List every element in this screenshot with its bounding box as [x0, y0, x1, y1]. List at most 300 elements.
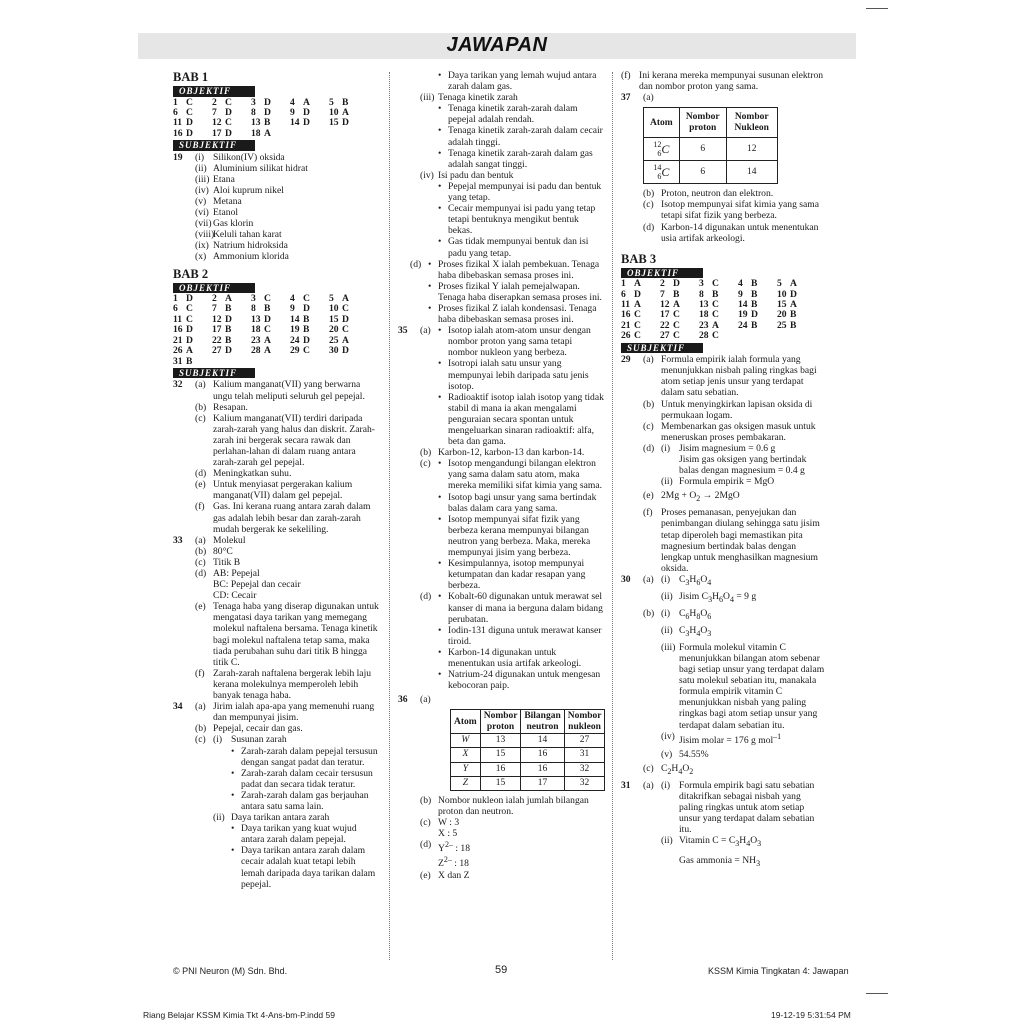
bullet: • Proses fizikal Z ialah kondensasi. Tenaga haba dibebaskan semasa proses ini.: [428, 303, 604, 325]
isotope-symbol: [653, 140, 669, 158]
question-number: 3: [699, 278, 704, 290]
table-row: [451, 776, 605, 790]
question-number: [777, 331, 790, 341]
question-number: 13: [251, 313, 261, 325]
question-number: 15: [329, 117, 339, 129]
question-number: 16: [173, 324, 183, 336]
bullet: • Zarah-zarah dalam gas berjauhan antara satu sama lain.: [231, 790, 380, 812]
table-header: Nombor proton: [679, 108, 726, 138]
question-number: 9: [290, 303, 295, 315]
answer-letter: A: [264, 345, 271, 357]
table-row: [644, 138, 778, 161]
atomic-number: 6: [657, 172, 662, 182]
part-label: (d): [410, 258, 422, 270]
question-number: 22: [212, 334, 222, 346]
bullet: • Isotop bagi unsur yang sama bertindak balas dalam cara yang sama.: [438, 492, 604, 514]
q36-e: [420, 870, 604, 881]
question-number: 10: [329, 303, 339, 315]
question-number: [329, 357, 342, 367]
element: C: [679, 624, 686, 636]
question-31: [621, 780, 827, 869]
subscript: 6: [707, 611, 712, 621]
bullet: • Isotropi ialah satu unsur yang mempunyai lebih daripada satu jenis isotop.: [438, 358, 604, 391]
q33-e: [195, 601, 380, 668]
question-number: 33: [173, 534, 183, 546]
question-29: [621, 354, 827, 574]
answer-text: Jisim gas oksigen yang bertindak balas dengan magnesium = 0.4 g: [679, 454, 807, 477]
part-label: (vi): [195, 207, 209, 219]
q30-b-v: [661, 749, 827, 760]
part-label: (ix): [195, 240, 209, 252]
part-label: (d): [643, 442, 655, 454]
q30-a-ii: [661, 591, 827, 605]
charge: 2–: [444, 840, 453, 850]
question-number: 29: [621, 354, 631, 366]
part-label: (i): [213, 734, 223, 746]
part-label: (b): [195, 401, 207, 413]
answer-text: Jisim magnesium = 0.6 g: [679, 442, 776, 454]
q35-c: [420, 458, 604, 591]
part-label: (i): [661, 780, 671, 791]
title-banner: [138, 33, 856, 59]
question-number: 8: [251, 303, 256, 315]
q30-a-i: [661, 574, 827, 588]
q19-item: [195, 152, 380, 163]
question-number: 22: [660, 319, 670, 331]
table-cell: 15: [480, 748, 521, 762]
answer-letter: B: [186, 355, 193, 367]
question-number: 4: [290, 96, 295, 108]
q35-a: [420, 325, 604, 447]
question-number: 28: [699, 330, 709, 342]
question-number: 23: [251, 334, 261, 346]
answer-letter: B: [225, 303, 232, 315]
table-cell: 6: [679, 138, 726, 161]
answer-letter: C: [186, 303, 193, 315]
page-title: JAWAPAN: [446, 34, 548, 56]
mass-number: 12: [653, 140, 662, 150]
table-cell: 32: [564, 776, 605, 790]
answer-letter: D: [303, 334, 310, 346]
question-number: 17: [660, 309, 670, 321]
table-header: Atom: [644, 108, 680, 138]
answer-letter: C: [712, 278, 719, 290]
answer-letter: A: [342, 334, 349, 346]
q19-item: [195, 240, 380, 251]
q19-item: [195, 196, 380, 207]
question-number: 25: [777, 319, 787, 331]
bullet: • Gas tidak mempunyai bentuk dan isi padu yang tetap.: [438, 236, 604, 258]
part-label: (a): [420, 325, 431, 337]
question-number: 30: [621, 573, 631, 585]
table-header: Nombor nukleon: [564, 710, 605, 734]
question-number: 29: [290, 345, 300, 357]
part-label: (v): [661, 748, 673, 760]
bullet: • Proses fizikal X ialah pembekuan. Tenaga haba dibebaskan semasa proses ini.: [428, 259, 604, 281]
answer-text: AB: Pepejal: [213, 568, 260, 579]
answer-letter: B: [751, 319, 758, 331]
answer-letter: A: [342, 293, 349, 305]
subscript: 3: [708, 594, 713, 604]
question-number: [251, 357, 264, 367]
answer-letter: C: [634, 330, 641, 342]
table-header: Bilangan neutron: [521, 710, 564, 734]
symbol: Z: [438, 858, 444, 870]
part-label: (f): [643, 507, 653, 519]
answer-letter: C: [225, 96, 232, 108]
subscript: 3: [735, 839, 740, 849]
q19-item: [195, 163, 380, 174]
question-number: [290, 129, 303, 139]
answer-letter: C: [186, 106, 193, 118]
question-number: 24: [738, 319, 748, 331]
part-label: (x): [195, 251, 207, 263]
part-label: (a): [643, 354, 654, 366]
part-label: (iv): [195, 184, 209, 196]
question-number: 2: [660, 278, 665, 290]
bullet: • Pepejal mempunyai isi padu dan bentuk yang tetap.: [438, 181, 604, 203]
table-cell: 16: [521, 762, 564, 776]
atom-symbol: Y: [451, 762, 481, 776]
q32-e: [195, 479, 380, 501]
element: H: [739, 835, 747, 847]
bab2-subjektif-label: SUBJEKTIF: [173, 368, 255, 379]
indd-timestamp: 19-12-19 5:31:54 PM: [771, 1010, 851, 1020]
question-number: 18: [251, 324, 261, 336]
page-number: 59: [495, 964, 508, 976]
answer-text: Ini kerana mereka mempunyai susunan elektron dan nombor proton yang sama.: [639, 70, 824, 93]
element: C: [679, 573, 686, 585]
symbol: Y: [438, 843, 445, 855]
question-number: 19: [290, 324, 300, 336]
answer-letter: C: [303, 293, 310, 305]
question-number: 13: [699, 299, 709, 311]
q19-item: [195, 185, 380, 196]
q34-c: [195, 734, 380, 889]
subscript: 6: [696, 577, 701, 587]
answer-letter: [303, 129, 329, 139]
question-number: 2: [212, 293, 217, 305]
footer-copyright: © PNI Neuron (M) Sdn. Bhd.: [173, 966, 288, 976]
q33-b: [195, 546, 380, 557]
q29-d-i: [661, 443, 827, 476]
bullet: • Daya tarikan yang lemah wujud antara zarah dalam gas.: [438, 70, 604, 92]
subscript: 4: [707, 577, 712, 587]
part-label: (f): [195, 667, 205, 679]
column-3: [621, 70, 827, 869]
bullet: • Tenaga kinetik zarah-zarah dalam cecair adalah tinggi.: [438, 125, 604, 147]
crop-mark: [866, 993, 888, 994]
q19-item: [195, 207, 380, 218]
part-label: (ii): [661, 476, 673, 488]
q30-b-ii: [661, 625, 827, 639]
answer-letter: D: [186, 334, 193, 346]
subscript: 4: [678, 766, 683, 776]
table-cell: 31: [564, 748, 605, 762]
answer-letter: [342, 357, 368, 367]
element: O: [700, 624, 708, 636]
bab1-heading: BAB 1: [173, 70, 209, 84]
bullet: • Kesimpulannya, isotop mempunyai ketumpatan dan kadar resapan yang berbeza.: [438, 558, 604, 591]
answer-text: Formula molekul vitamin C menunjukkan bilangan atom sebenar bagi setiap unsur yang terdapat dalam satu molekul sebatian itu, manakala formula empirik vitamin C menunjukkan nisbah yang paling ringkas bagi atom setiap unsur yang terdapat dalam sebatian itu.: [679, 641, 825, 731]
answer-text: Ammonium klorida: [213, 251, 289, 263]
isotope-notation: [644, 161, 680, 184]
q37-table: [643, 107, 778, 184]
answer-letter: A: [634, 278, 641, 290]
question-number: 5: [777, 278, 782, 290]
answer-text: Proses pemanasan, penyejukan dan penimbangan diulang sehingga satu jisim tetap diperoleh bagi memastikan pita magnesium bertindak balas dengan lengkap untuk menghasilkan magnesium oksida.: [661, 507, 820, 574]
subscript: 8: [696, 611, 701, 621]
q30-b-iii: [661, 642, 827, 731]
question-number: [290, 357, 303, 367]
table-cell: 6: [679, 161, 726, 184]
part-label: (e): [195, 601, 206, 613]
atom-symbol: Z: [451, 776, 481, 790]
column-2: [398, 70, 604, 881]
answer-letter: C: [264, 324, 271, 336]
question-number: 37: [621, 92, 631, 104]
table-cell: 16: [521, 748, 564, 762]
equation: [661, 490, 740, 504]
part-label: (a): [195, 534, 206, 546]
q34-d: [410, 259, 604, 326]
question-number: 15: [777, 299, 787, 311]
q37-c: [643, 199, 827, 221]
question-number: 8: [251, 106, 256, 118]
question-number: 20: [777, 309, 787, 321]
bullet: • Isotop ialah atom-atom unsur dengan nombor proton yang sama tetapi nombor nukleon yang berbeza.: [438, 325, 604, 358]
part-label: (iii): [195, 173, 210, 185]
question-number: 5: [329, 293, 334, 305]
answer-letter: D: [225, 127, 232, 139]
table-row: [644, 161, 778, 184]
table-header-row: [451, 710, 605, 734]
subscript: 4: [696, 628, 701, 638]
question-number: 14: [290, 117, 300, 129]
part-label: (d): [195, 468, 207, 480]
bab3-objektif-table: [621, 279, 816, 341]
element: O: [700, 607, 708, 619]
q19-item: [195, 218, 380, 229]
answer-letter: B: [225, 334, 232, 346]
answer-text: Zarah-zarah naftalena bergerak lebih laju kerana molekulnya memperoleh lebih banyak tenaga haba.: [213, 667, 372, 702]
answer-text: X dan Z: [438, 869, 470, 881]
q32-d: [195, 468, 380, 479]
bullet: • Daya tarikan yang kuat wujud antara zarah dalam pepejal.: [231, 823, 380, 845]
question-number: 7: [212, 303, 217, 315]
answer-letter: A: [186, 345, 193, 357]
answer-text: CD: Cecair: [213, 590, 257, 602]
bab3-subjektif-label: SUBJEKTIF: [621, 343, 703, 354]
part-label: (a): [195, 701, 206, 713]
question-number: 15: [329, 313, 339, 325]
column-1: [173, 70, 380, 890]
part-label: (c): [643, 199, 654, 211]
answer-text: Gas ammonia = NH: [679, 855, 757, 867]
question-number: 10: [777, 288, 787, 300]
part-label: (a): [195, 379, 206, 391]
question-number: 28: [251, 345, 261, 357]
part-label: (c): [195, 412, 206, 424]
part-label: (iii): [661, 641, 676, 653]
element: H: [712, 590, 719, 602]
objektif-row: [621, 331, 816, 341]
question-number: 8: [699, 288, 704, 300]
answer-letter: D: [186, 293, 193, 305]
q34-d-wrap: [398, 259, 604, 326]
answer-letter: [751, 331, 777, 341]
answer-letter: B: [225, 324, 232, 336]
part-label: (a): [643, 573, 654, 585]
isotope-notation: [644, 138, 680, 161]
bab3-objektif-label: OBJEKTIF: [621, 268, 703, 279]
question-33: [173, 535, 380, 701]
q33-d: [195, 568, 380, 601]
equation-part: 2Mg + O: [661, 490, 697, 502]
answer-letter: C: [712, 299, 719, 311]
objektif-row: [173, 357, 368, 367]
question-number: 21: [173, 334, 183, 346]
answer-letter: [790, 331, 816, 341]
subscript: 6: [685, 611, 690, 621]
q29-d-ii: [661, 476, 827, 487]
element: O: [682, 763, 690, 774]
part-label: (d): [195, 568, 207, 579]
answer-text: Nombor nukleon ialah jumlah bilangan proton dan neutron.: [438, 794, 589, 817]
bullet: • Karbon-14 digunakan untuk menentukan usia artifak arkeologi.: [438, 647, 604, 669]
answer-letter: D: [186, 127, 193, 139]
part-label: (f): [195, 501, 205, 513]
answer-text: Molekul: [213, 534, 246, 546]
q19-item: [195, 229, 380, 240]
question-number: 26: [173, 345, 183, 357]
answer-letter: C: [186, 313, 193, 325]
part-label: (i): [195, 151, 205, 163]
answer-text: Jisim molar = 176 g mol: [679, 734, 774, 746]
question-number: 14: [290, 313, 300, 325]
question-number: 12: [212, 117, 222, 129]
answer-letter: D: [264, 96, 271, 108]
question-number: 3: [251, 293, 256, 305]
part-label: (i): [661, 442, 671, 454]
ammonia-formula: [679, 855, 827, 869]
subscript: 6: [719, 594, 723, 604]
indd-file-info: Riang Belajar KSSM Kimia Tkt 4-Ans-bm-P.indd 59: [143, 1010, 335, 1020]
question-32: [173, 379, 380, 534]
answer-text: Resapan.: [213, 401, 248, 413]
question-number: 5: [329, 96, 334, 108]
answer-letter: D: [186, 117, 193, 129]
q33-f: [195, 668, 380, 701]
crop-mark: [866, 8, 888, 9]
bullet: • Tenaga kinetik zarah-zarah dalam gas adalah sangat tinggi.: [438, 148, 604, 170]
q29-c: [643, 421, 827, 443]
answer-letter: C: [303, 345, 310, 357]
answer-letter: D: [225, 106, 232, 118]
bab3-heading: BAB 3: [621, 251, 657, 266]
q36-a: [420, 694, 604, 705]
column-divider: [612, 72, 613, 960]
question-number: 2: [212, 96, 217, 108]
q29-f: [643, 507, 827, 574]
answer-letter: C: [186, 96, 193, 108]
bullet: • Iodin-131 diguna untuk merawat kanser tiroid.: [438, 625, 604, 647]
part-label: (b): [420, 447, 432, 459]
q31-a-i: [661, 780, 827, 835]
answer-text: Susunan zarah: [231, 734, 287, 746]
subscript: 2: [696, 494, 701, 504]
answer-letter: A: [342, 106, 349, 118]
question-number: 30: [329, 345, 339, 357]
objektif-row: [173, 129, 368, 139]
part-label: (ii): [661, 835, 673, 847]
answer-text: Jisim C: [679, 590, 709, 602]
question-30: [621, 574, 827, 777]
element: H: [689, 573, 697, 585]
answer-letter: C: [673, 309, 680, 321]
q34-c-i: [213, 734, 380, 812]
answer-text: Proton, neutron dan elektron.: [661, 188, 774, 200]
subscript: 4: [729, 594, 734, 604]
answer-letter: D: [303, 303, 310, 315]
q31-a: [643, 780, 827, 869]
answer-text: Membenarkan gas oksigen masuk untuk meneruskan proses pembakaran.: [661, 420, 816, 443]
answer-text: 80°C: [213, 545, 233, 557]
q32-f: [195, 501, 380, 534]
answer-letter: B: [751, 299, 758, 311]
objektif-row: [173, 346, 368, 356]
question-number: 25: [329, 334, 339, 346]
question-number: 12: [660, 299, 670, 311]
part-label: (ii): [195, 162, 207, 174]
answer-letter: D: [342, 313, 349, 325]
question-number: 35: [398, 325, 408, 337]
question-number: 4: [290, 293, 295, 305]
question-number: 27: [660, 330, 670, 342]
question-number: 17: [212, 127, 222, 139]
q33-a: [195, 535, 380, 546]
table-header-row: [644, 108, 778, 138]
bullet: • Radioaktif isotop ialah isotop yang tidak stabil di mana ia akan mengalami penguraian secara spontan untuk mengeluarkan sinaran radioaktif: alfa, beta dan gama.: [438, 392, 604, 447]
question-number: 11: [621, 299, 631, 311]
q29-e: [643, 490, 827, 504]
answer-letter: C: [225, 117, 232, 129]
part-label: (d): [420, 839, 432, 851]
answer-letter: B: [673, 288, 680, 300]
answer-text: Natrium hidroksida: [213, 240, 288, 252]
part-label: (c): [643, 420, 654, 432]
question-number: 6: [173, 303, 178, 315]
question-number: 31: [621, 780, 631, 791]
isotope-numbers: [653, 140, 661, 158]
answer-letter: C: [712, 330, 719, 342]
answer-letter: B: [751, 288, 758, 300]
answer-text: Untuk menyiasat pergerakan kalium manganat(VII) dalam gel pepejal.: [213, 479, 353, 502]
answer-letter: [225, 357, 251, 367]
part-label: (b): [643, 398, 655, 410]
part-label: (c): [195, 734, 206, 746]
subscript: 3: [685, 628, 690, 638]
answer-letter: A: [673, 299, 680, 311]
question-number: 16: [173, 127, 183, 139]
question-number: 31: [173, 355, 183, 367]
q34-c-iii: [420, 92, 604, 170]
question-36: [398, 694, 604, 881]
part-label: (c): [420, 816, 431, 828]
question-number: 34: [173, 701, 183, 713]
answer-letter: A: [303, 96, 310, 108]
answer-text: Formula empirik ialah formula yang menunjukkan nisbah paling ringkas bagi atom setiap jenis unsur yang terdapat dalam satu sebatian.: [661, 354, 817, 399]
